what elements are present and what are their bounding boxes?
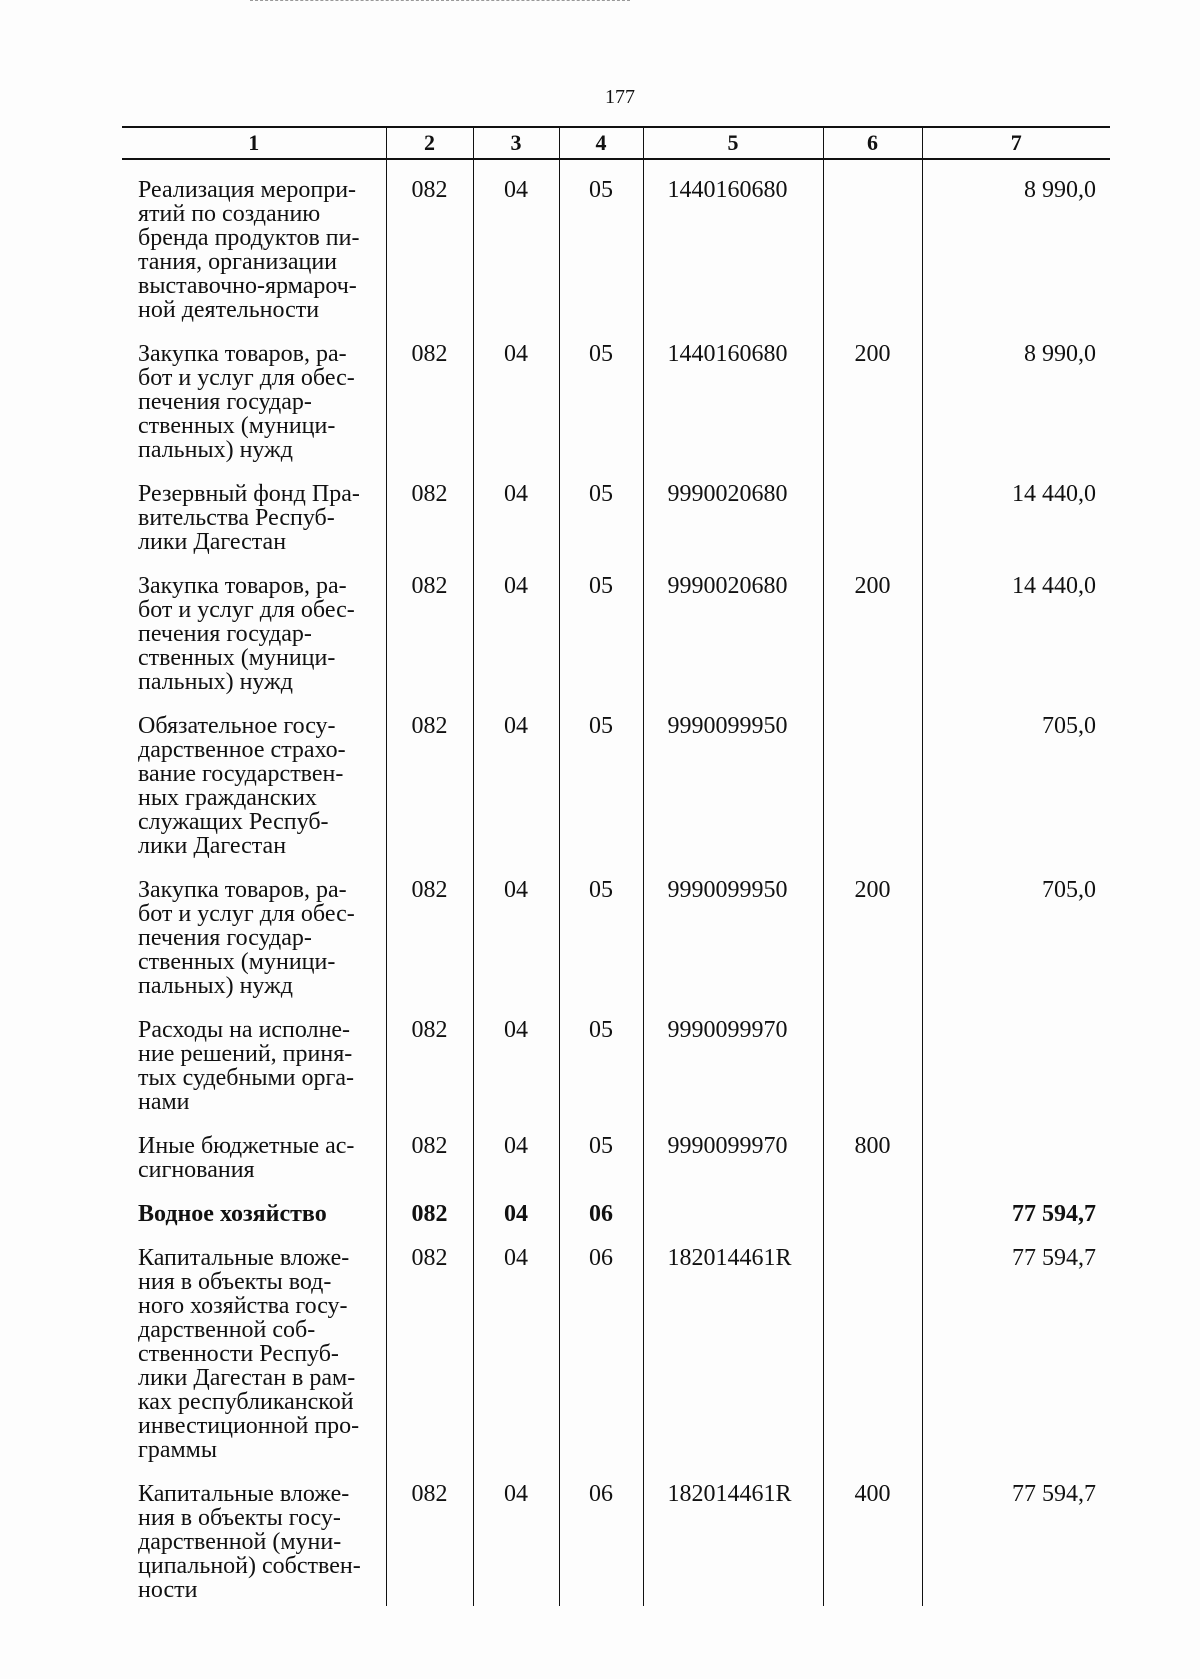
table-row [122,1462,1110,1606]
row-name-line: печения государ- [138,389,312,415]
header-col-5: 5 [643,127,823,159]
row-target-article: 1440160680 [643,159,823,322]
budget-table [122,126,1110,1606]
row-amount: 14 440,0 [922,554,1110,694]
table-body [122,159,1110,1606]
row-target-article: 9990099970 [643,1114,823,1182]
row-target-article: 1440160680 [643,322,823,462]
row-expense-type: 200 [823,322,922,462]
row-expense-type [823,462,922,554]
row-name-line: Обязательное госу- [138,713,336,739]
row-name-line: бот и услуг для обес- [138,365,355,391]
row-target-article: 9990020680 [643,462,823,554]
row-name-line: пальных) нужд [138,669,293,695]
header-col-3: 3 [473,127,559,159]
row-name-line: Капитальные вложе- [138,1481,350,1507]
row-name-line: тания, организации [138,249,338,275]
table-row [122,998,1110,1114]
row-gr-code: 082 [386,858,473,998]
row-name-line: бот и услуг для обес- [138,901,355,927]
row-name-line: дарственной соб- [138,1317,316,1343]
row-expense-type [823,1226,922,1462]
row-amount: 77 594,7 [922,1462,1110,1606]
row-subsection-code: 06 [559,1462,643,1606]
scan-top-edge [250,0,630,3]
row-section-code: 04 [473,1182,559,1226]
row-target-article: 9990099970 [643,998,823,1114]
row-gr-code: 082 [386,1114,473,1182]
row-name-line: ния в объекты госу- [138,1505,341,1531]
row-subsection-code: 05 [559,998,643,1114]
page-number: 177 [605,86,635,108]
header-row [122,127,1110,159]
row-name-line: ной деятельности [138,297,320,323]
table-row [122,322,1110,462]
header-col-1: 1 [122,127,386,159]
row-section-code: 04 [473,1462,559,1606]
row-target-article: 9990099950 [643,858,823,998]
row-name-line: лики Дагестан [138,833,287,859]
row-name-line: печения государ- [138,925,312,951]
row-name-line: Расходы на исполне- [138,1017,351,1043]
row-amount: 77 594,7 [922,1182,1110,1226]
row-amount [922,998,1110,1114]
header-col-6: 6 [823,127,922,159]
row-target-article: 9990099950 [643,694,823,858]
row-name-line: печения государ- [138,621,312,647]
table-row [122,1226,1110,1462]
row-gr-code: 082 [386,1462,473,1606]
table-row [122,159,1110,322]
row-amount: 705,0 [922,858,1110,998]
row-section-code: 04 [473,159,559,322]
row-name-line: сигнования [138,1157,255,1183]
row-name [122,322,386,462]
row-gr-code: 082 [386,1226,473,1462]
row-name-line: ственности Респуб- [138,1341,339,1367]
row-name-line: дарственной (муни- [138,1529,342,1555]
row-target-article: 182014461R [643,1226,823,1462]
row-name-line: тых судебными орга- [138,1065,354,1091]
row-name-line: Закупка товаров, ра- [138,573,347,599]
row-name-line: Закупка товаров, ра- [138,877,347,903]
row-expense-type [823,1182,922,1226]
row-name-line: ственных (муници- [138,413,336,439]
table-header [122,127,1110,159]
row-amount: 77 594,7 [922,1226,1110,1462]
row-amount: 705,0 [922,694,1110,858]
row-subsection-code: 06 [559,1226,643,1462]
row-name-line: ние решений, приня- [138,1041,353,1067]
row-gr-code: 082 [386,998,473,1114]
row-expense-type: 200 [823,858,922,998]
table-row [122,858,1110,998]
row-target-article: 9990020680 [643,554,823,694]
row-expense-type: 200 [823,554,922,694]
row-name-line: ципальной) собствен- [138,1553,361,1579]
row-name-line: вительства Респуб- [138,505,335,531]
row-name-line: инвестиционной про- [138,1413,360,1439]
row-subsection-code: 05 [559,462,643,554]
row-name [122,1114,386,1182]
row-name-line: Капитальные вложе- [138,1245,350,1271]
row-name-line: дарственное страхо- [138,737,346,763]
row-amount: 8 990,0 [922,322,1110,462]
table-row [122,1114,1110,1182]
row-name-line: вание государствен- [138,761,344,787]
row-name [122,1182,386,1226]
row-gr-code: 082 [386,554,473,694]
row-section-code: 04 [473,554,559,694]
row-gr-code: 082 [386,159,473,322]
row-name-line: выставочно-ярмароч- [138,273,357,299]
header-col-4: 4 [559,127,643,159]
row-section-code: 04 [473,1226,559,1462]
table-row [122,1182,1110,1226]
row-amount [922,1114,1110,1182]
row-name-line: Резервный фонд Пра- [138,481,360,507]
row-subsection-code: 06 [559,1182,643,1226]
row-target-article [643,1182,823,1226]
row-gr-code: 082 [386,322,473,462]
row-section-code: 04 [473,322,559,462]
row-name-line: лики Дагестан [138,529,287,555]
row-name-line: Закупка товаров, ра- [138,341,347,367]
row-section-code: 04 [473,1114,559,1182]
row-name-line: лики Дагестан в рам- [138,1365,356,1391]
row-name [122,1462,386,1606]
row-name-line: ственных (муници- [138,645,336,671]
row-subsection-code: 05 [559,322,643,462]
row-section-code: 04 [473,462,559,554]
row-name-line: Иные бюджетные ас- [138,1133,355,1159]
row-subsection-code: 05 [559,554,643,694]
row-name-line: ках республиканской [138,1389,354,1415]
row-gr-code: 082 [386,694,473,858]
row-name-line: граммы [138,1437,217,1463]
row-expense-type: 800 [823,1114,922,1182]
row-name-line: служащих Респуб- [138,809,329,835]
header-col-7: 7 [922,127,1110,159]
row-expense-type [823,159,922,322]
row-gr-code: 082 [386,462,473,554]
row-subsection-code: 05 [559,159,643,322]
row-expense-type: 400 [823,1462,922,1606]
row-name [122,858,386,998]
row-amount: 14 440,0 [922,462,1110,554]
table-row [122,554,1110,694]
row-name-line: бренда продуктов пи- [138,225,360,251]
row-name-line: ятий по созданию [138,201,321,227]
row-name [122,554,386,694]
row-target-article: 182014461R [643,1462,823,1606]
row-name-line: Водное хозяйство [138,1201,327,1227]
row-section-code: 04 [473,694,559,858]
row-subsection-code: 05 [559,1114,643,1182]
table-row [122,462,1110,554]
row-name-line: ственных (муници- [138,949,336,975]
row-name-line: Реализация меропри- [138,177,357,203]
row-amount: 8 990,0 [922,159,1110,322]
row-section-code: 04 [473,998,559,1114]
table-row [122,694,1110,858]
row-subsection-code: 05 [559,694,643,858]
row-name-line: бот и услуг для обес- [138,597,355,623]
header-col-2: 2 [386,127,473,159]
row-name-line: ных гражданских [138,785,317,811]
row-gr-code: 082 [386,1182,473,1226]
row-expense-type [823,694,922,858]
row-name [122,462,386,554]
row-expense-type [823,998,922,1114]
row-name-line: пальных) нужд [138,973,293,999]
row-subsection-code: 05 [559,858,643,998]
row-name [122,159,386,322]
row-name-line: ности [138,1577,198,1603]
row-name-line: ния в объекты вод- [138,1269,332,1295]
row-name-line: нами [138,1089,190,1115]
row-name-line: ного хозяйства госу- [138,1293,348,1319]
row-name-line: пальных) нужд [138,437,293,463]
row-name [122,1226,386,1462]
row-section-code: 04 [473,858,559,998]
row-name [122,694,386,858]
row-name [122,998,386,1114]
